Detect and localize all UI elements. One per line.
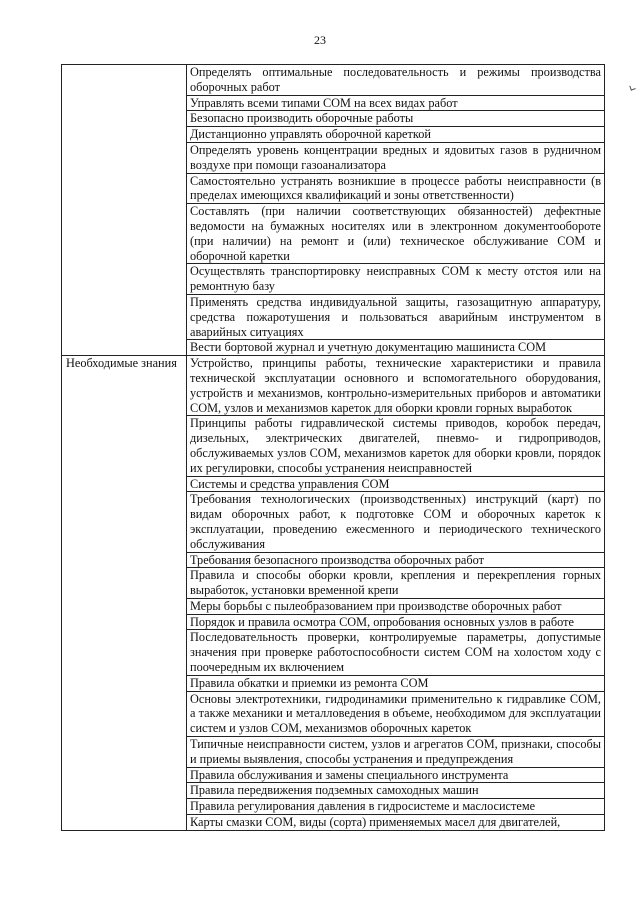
requirement-item: Системы и средства управления СОМ (187, 476, 605, 492)
requirement-item: Правила передвижения подземных самоходных машин (187, 783, 605, 799)
requirement-item: Применять средства индивидуальной защиты, газозащитную аппаратуру, средства пожаротушения и пользоваться аварийным инструментом в аварийных ситуациях (187, 294, 605, 339)
requirement-item: Устройство, принципы работы, технические характеристики и правила технической эксплуатации основного и вспомогательного оборудования, устройств и механизмов, контрольно-измерительных приборов и автоматики СОМ, узлов и механизмов кареток для оборки кровли горных выработок (187, 356, 605, 416)
requirement-item: Осуществлять транспортировку неисправных СОМ к месту отстоя или на ремонтную базу (187, 264, 605, 295)
table-row (62, 65, 605, 96)
requirement-item: Правила обслуживания и замены специального инструмента (187, 767, 605, 783)
requirement-item: Принципы работы гидравлической системы приводов, коробок передач, дизельных, электрических двигателей, пневмо- и гидроприводов, обслуживаемых узлов СОМ, механизмов кареток для оборки кровли, порядок их регулировки, способы устранения неисправностей (187, 416, 605, 476)
requirement-item: Управлять всеми типами СОМ на всех видах работ (187, 95, 605, 111)
requirement-item: Вести бортовой журнал и учетную документацию машиниста СОМ (187, 340, 605, 356)
requirement-item: Последовательность проверки, контролируемые параметры, допустимые значения при проверке работоспособности систем СОМ на холостом ходу с поочередным их включением (187, 630, 605, 675)
requirement-item: Самостоятельно устранять возникшие в процессе работы неисправности (в пределах имеющихся квалификаций и зоны ответственности) (187, 173, 605, 204)
page-number: 23 (314, 33, 326, 47)
requirement-item: Составлять (при наличии соответствующих обязанностей) дефектные ведомости на бумажных носителях или в электронном документообороте (при наличии) на ремонт и (или) техническое обслуживание СОМ и оборочной каретки (187, 204, 605, 264)
requirement-item: Порядок и правила осмотра СОМ, опробования основных узлов в работе (187, 614, 605, 630)
requirement-item: Безопасно производить оборочные работы (187, 111, 605, 127)
requirement-item: Определять уровень концентрации вредных и ядовитых газов в рудничном воздухе при помощи газоанализатора (187, 142, 605, 173)
requirement-item: Основы электротехники, гидродинамики применительно к гидравлике СОМ, а также механики и металловедения в объеме, необходимом для эксплуатации систем и узлов СОМ, механизмов оборочных кареток (187, 691, 605, 736)
margin-mark (629, 84, 635, 90)
requirement-item: Определять оптимальные последовательность и режимы производства оборочных работ (187, 65, 605, 96)
requirement-item: Правила обкатки и приемки из ремонта СОМ (187, 675, 605, 691)
section-label (62, 65, 187, 356)
requirement-item: Требования безопасного производства оборочных работ (187, 552, 605, 568)
requirement-item: Правила регулирования давления в гидросистеме и маслосистеме (187, 799, 605, 815)
requirement-item: Типичные неисправности систем, узлов и агрегатов СОМ, признаки, способы и приемы выявления, способы устранения и предупреждения (187, 737, 605, 768)
qualification-table (61, 64, 605, 831)
requirement-item: Дистанционно управлять оборочной кареткой (187, 127, 605, 143)
section-label: Необходимые знания (62, 356, 187, 831)
requirement-item: Меры борьбы с пылеобразованием при производстве оборочных работ (187, 598, 605, 614)
requirement-item: Требования технологических (производственных) инструкций (карт) по видам оборочных работ, к подготовке СОМ и оборочных кареток к эксплуатации, проведению ежесменного и периодического технического обслуживания (187, 492, 605, 552)
table-row (62, 356, 605, 416)
table-body (62, 65, 605, 831)
requirement-item: Карты смазки СОМ, виды (сорта) применяемых масел для двигателей, (187, 815, 605, 831)
requirement-item: Правила и способы оборки кровли, крепления и перекрепления горных выработок, установки временной крепи (187, 568, 605, 599)
